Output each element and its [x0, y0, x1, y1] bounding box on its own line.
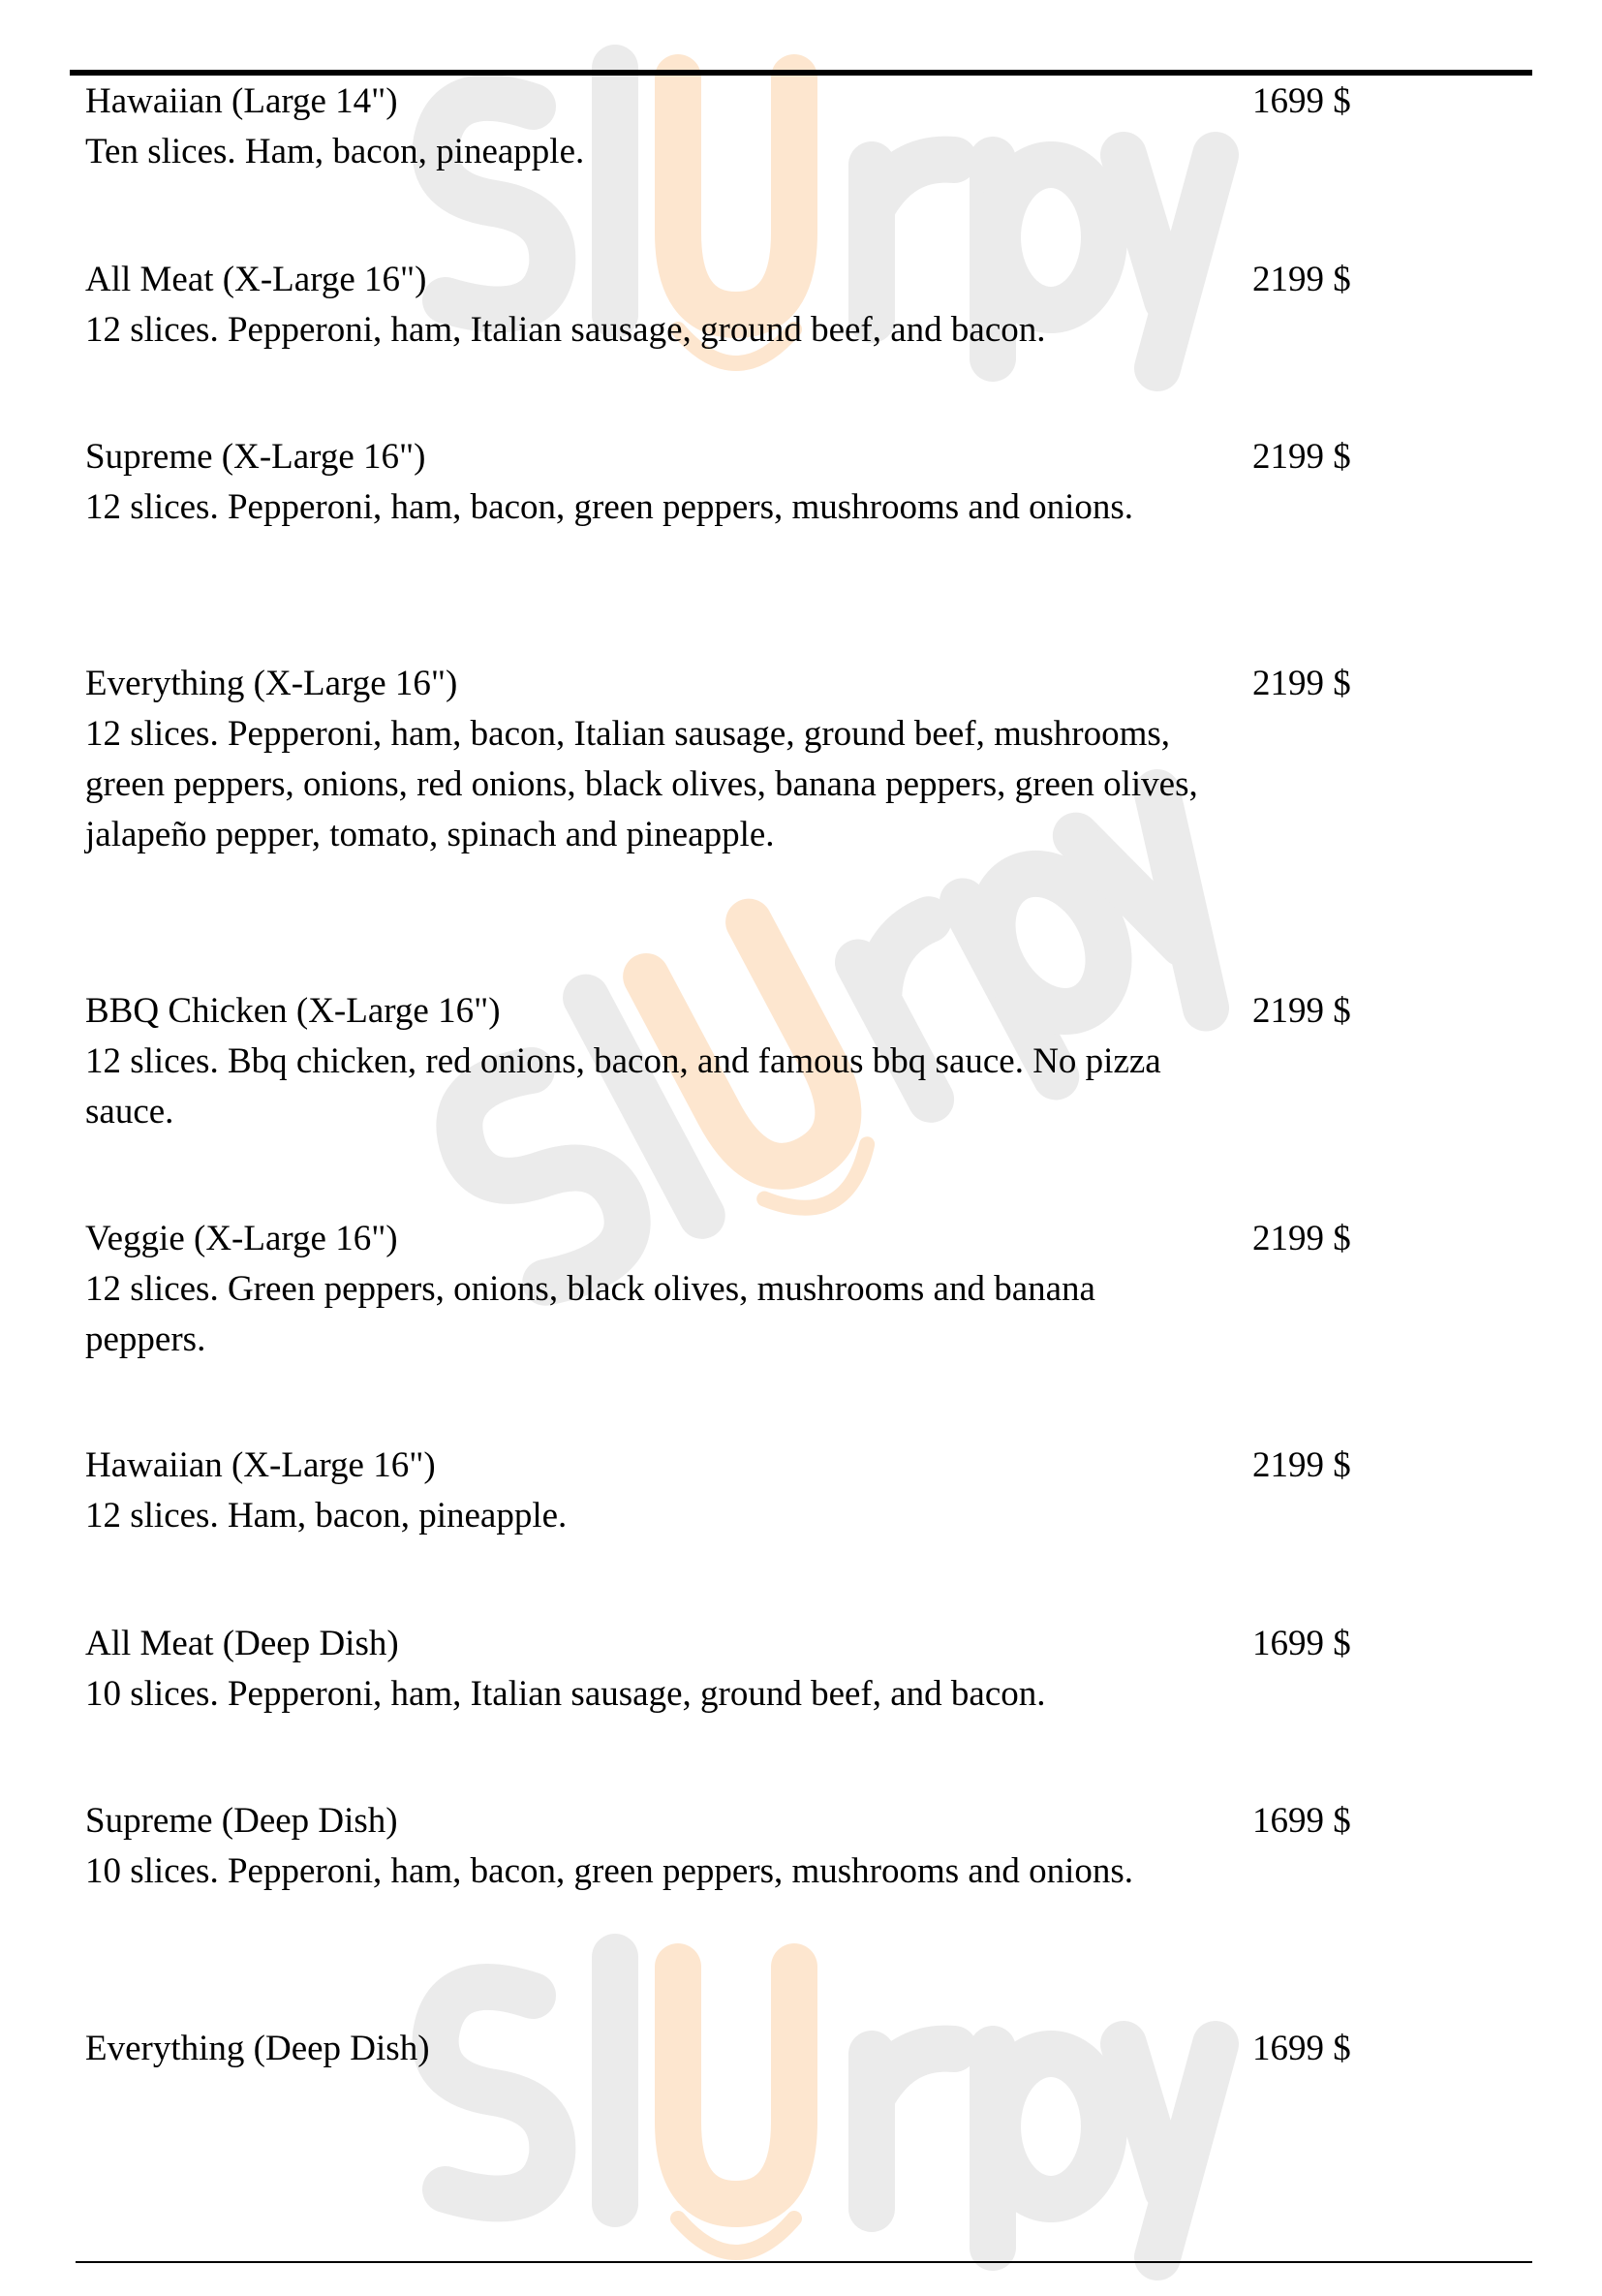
menu-item — [85, 1619, 1602, 1720]
menu-item — [85, 1796, 1602, 1897]
item-price: 2199 $ — [1252, 1445, 1351, 1485]
item-title: All Meat (X-Large 16") — [85, 260, 427, 299]
top-divider — [70, 70, 1532, 76]
item-description: 10 slices. Pepperoni, ham, Italian sausage, ground beef, and bacon. — [85, 1674, 1046, 1714]
item-price: 1699 $ — [1252, 1801, 1351, 1841]
item-price: 1699 $ — [1252, 1624, 1351, 1663]
item-title: Hawaiian (Large 14") — [85, 81, 398, 121]
item-description: Ten slices. Ham, bacon, pineapple. — [85, 132, 585, 171]
item-title: Supreme (X-Large 16") — [85, 437, 426, 477]
item-price: 2199 $ — [1252, 664, 1351, 703]
item-description: 12 slices. Ham, bacon, pineapple. — [85, 1496, 568, 1536]
menu-item — [85, 659, 1602, 860]
item-description: 12 slices. Pepperoni, ham, bacon, Italian sausage, ground beef, mushrooms, green peppers, onions, red onions, black olives, banana peppers, green olives, jalapeño pepper, tomato, spinach and pineapple. — [85, 714, 1198, 854]
item-title: Veggie (X-Large 16") — [85, 1219, 398, 1258]
menu-item — [85, 2024, 1602, 2074]
item-description: 12 slices. Pepperoni, ham, Italian sausage, ground beef, and bacon. — [85, 310, 1046, 350]
menu-item — [85, 432, 1602, 533]
menu-item — [85, 1441, 1602, 1541]
item-price: 2199 $ — [1252, 1219, 1351, 1258]
item-title: Supreme (Deep Dish) — [85, 1801, 398, 1841]
item-title: Everything (X-Large 16") — [85, 664, 458, 703]
menu-item — [85, 255, 1602, 356]
item-title: All Meat (Deep Dish) — [85, 1624, 399, 1663]
item-description: 12 slices. Pepperoni, ham, bacon, green peppers, mushrooms and onions. — [85, 487, 1134, 527]
menu-item — [85, 986, 1602, 1137]
menu-item — [85, 77, 1602, 177]
item-title: Hawaiian (X-Large 16") — [85, 1445, 436, 1485]
watermark-logo — [387, 1928, 1259, 2296]
menu-item — [85, 1214, 1602, 1365]
item-description: 12 slices. Green peppers, onions, black olives, mushrooms and banana peppers. — [85, 1269, 1095, 1359]
item-description: 10 slices. Pepperoni, ham, bacon, green peppers, mushrooms and onions. — [85, 1851, 1134, 1891]
item-price: 1699 $ — [1252, 2029, 1351, 2068]
bottom-divider — [76, 2261, 1532, 2263]
item-title: BBQ Chicken (X-Large 16") — [85, 991, 501, 1031]
item-price: 1699 $ — [1252, 81, 1351, 121]
item-price: 2199 $ — [1252, 991, 1351, 1031]
item-price: 2199 $ — [1252, 437, 1351, 477]
item-description: 12 slices. Bbq chicken, red onions, bacon, and famous bbq sauce. No pizza sauce. — [85, 1041, 1161, 1132]
item-price: 2199 $ — [1252, 260, 1351, 299]
item-title: Everything (Deep Dish) — [85, 2029, 430, 2068]
